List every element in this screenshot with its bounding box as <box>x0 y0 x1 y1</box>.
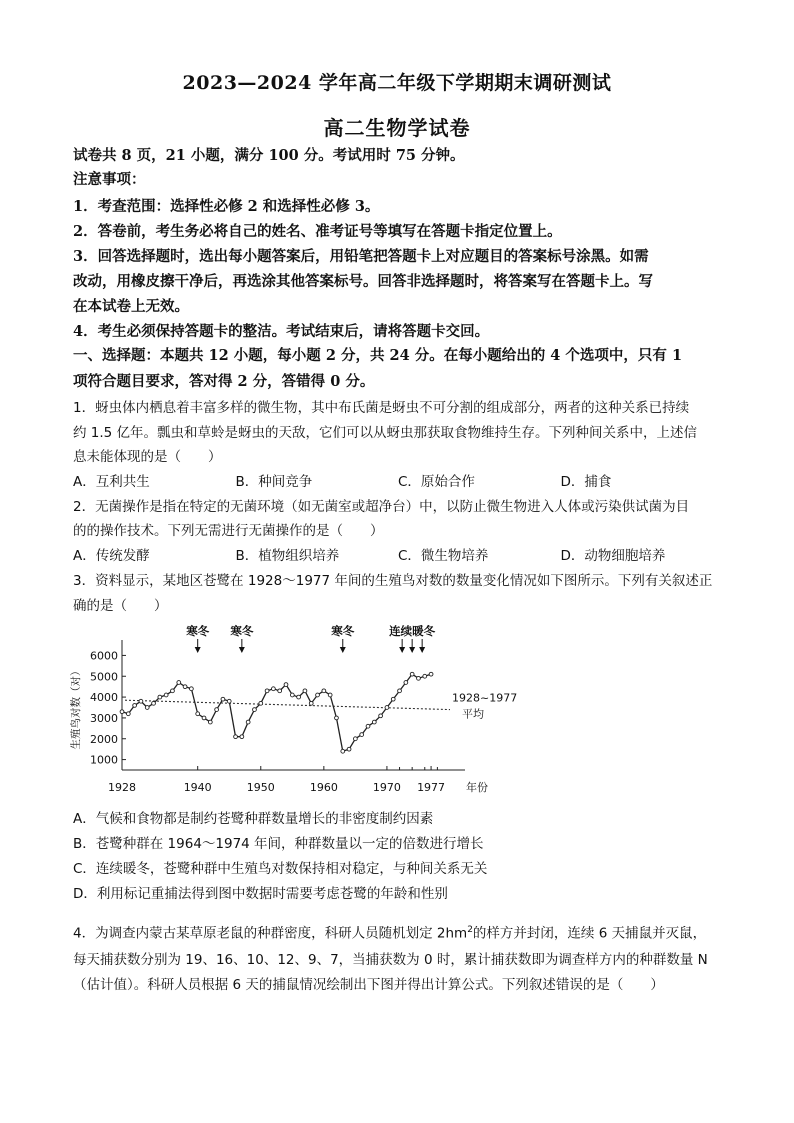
data-point <box>423 674 427 678</box>
y-tick-label: 6000 <box>90 649 118 663</box>
data-point <box>328 693 332 697</box>
data-point <box>133 704 137 708</box>
annotation-arrowhead <box>419 647 425 653</box>
x-tick-label: 1960 <box>309 781 338 794</box>
question-1-text: 1．蚜虫体内栖息着丰富多样的微生物，其中布氏菌是蚜虫不可分割的组成部分，两者的这种关系已持续 <box>73 400 690 416</box>
question-2-options <box>73 546 723 566</box>
annotation-arrowhead <box>409 647 415 653</box>
data-point <box>404 681 408 685</box>
data-point <box>335 716 339 720</box>
data-point <box>316 693 320 697</box>
data-point <box>240 735 244 739</box>
annotation-arrowhead <box>340 647 346 653</box>
x-axis-label: 年份 <box>466 781 488 794</box>
notice-line: 3．回答选择题时，选出每小题答案后，用铅笔把答题卡上对应题目的答案标号涂黑。如需 <box>73 248 649 265</box>
option-d[interactable]: D．捕食 <box>560 474 612 490</box>
question-4-text: 每天捕获数分别为 19、16、10、12、9、7，当捕获数为 0 时，累计捕获数即为调查样方内的种群数量 N <box>73 952 708 968</box>
option-b[interactable]: B．植物组织培养 <box>235 548 340 564</box>
data-point <box>202 716 206 720</box>
superscript: 2 <box>467 925 473 935</box>
annotation-label: 寒冬 <box>331 624 355 638</box>
data-point <box>366 724 370 728</box>
question-1-options <box>73 472 723 492</box>
annotation-arrowhead <box>399 647 405 653</box>
question-1-text: 息未能体现的是（ ） <box>73 449 222 465</box>
exam-title: 2023—2024 学年高二年级下学期期末调研测试 <box>182 72 612 94</box>
y-tick-label: 1000 <box>90 753 118 767</box>
question-2-text: 2．无菌操作是指在特定的无菌环境（如无菌室或超净台）中，以防止微生物进入人体或污染供试菌为目 <box>73 499 690 515</box>
question-1-text: 约 1.5 亿年。瓢虫和草蛉是蚜虫的天敌，它们可以从蚜虫那获取食物维持生存。下列种间关系中，上述信 <box>73 425 698 441</box>
option-d[interactable]: D．动物细胞培养 <box>560 548 666 564</box>
data-point <box>309 701 313 705</box>
annotation-arrowhead <box>239 647 245 653</box>
data-point <box>353 737 357 741</box>
mean-label: 平均 <box>462 707 484 721</box>
x-tick-label: 1940 <box>183 781 212 794</box>
y-axis-label: 生殖鸟对数（对） <box>70 665 82 750</box>
data-point <box>177 681 181 685</box>
section-heading: 一、选择题：本题共 12 小题，每小题 2 分，共 24 分。在每小题给出的 4 个选项中，只有 1 <box>73 347 683 364</box>
option-a[interactable]: A．传统发酵 <box>73 548 150 564</box>
question-3-text: 3．资料显示，某地区苍鹭在 1928～1977 年间的生殖鸟对数的数量变化情况如下图所示。下列有关叙述正 <box>73 573 713 589</box>
option-b[interactable]: B．种间竞争 <box>235 474 313 490</box>
data-point <box>290 693 294 697</box>
data-point <box>221 697 225 701</box>
notice-line: 改动，用橡皮擦干净后，再选涂其他答案标号。回答非选择题时，将答案写在答题卡上。写 <box>73 273 653 290</box>
data-point <box>145 706 149 710</box>
data-point <box>385 706 389 710</box>
option-a[interactable]: A．互利共生 <box>73 474 150 490</box>
question-2-text: 的的操作技术。下列无需进行无菌操作的是（ ） <box>73 523 384 539</box>
question-4-text-part: 的样方并封闭，连续 6 天捕鼠并灭鼠， <box>472 925 707 942</box>
question-4-text: （估计值）。科研人员根据 6 天的捕鼠情况绘制出下图并得出计算公式。下列叙述错误的是（ ） <box>73 977 664 993</box>
data-point <box>126 712 130 716</box>
section-heading: 项符合题目要求，答对得 2 分，答错得 0 分。 <box>73 373 375 390</box>
data-point <box>297 695 301 699</box>
data-point <box>284 683 288 687</box>
question-4-text-part: 4．为调查内蒙古某草原老鼠的种群密度，科研人员随机划定 2hm <box>73 925 468 942</box>
annotation-label: 寒冬 <box>230 624 254 638</box>
x-tick-label: 1950 <box>246 781 275 794</box>
data-point <box>164 693 168 697</box>
data-point <box>246 720 250 724</box>
data-point <box>158 695 162 699</box>
y-tick-label: 3000 <box>90 711 118 725</box>
option-d[interactable]: D．利用标记重捕法得到图中数据时需要考虑苍鹭的年龄和性别 <box>73 886 448 902</box>
data-point <box>360 733 364 737</box>
data-point <box>208 720 212 724</box>
question-3-text: 确的是（ ） <box>73 598 168 614</box>
option-c[interactable]: C．原始合作 <box>398 474 475 490</box>
mean-label: 1928~1977 <box>452 691 518 705</box>
data-point <box>215 708 219 712</box>
series-line <box>122 674 431 751</box>
data-point <box>322 689 326 693</box>
mean-line <box>125 700 450 709</box>
data-point <box>347 747 351 751</box>
data-point <box>139 699 143 703</box>
data-point <box>234 735 238 739</box>
data-point <box>265 689 269 693</box>
data-point <box>398 689 402 693</box>
option-a[interactable]: A．气候和食物都是制约苍鹭种群数量增长的非密度制约因素 <box>73 811 434 827</box>
option-c[interactable]: C．微生物培养 <box>398 548 489 564</box>
x-tick-label: 1970 <box>372 781 401 794</box>
data-point <box>227 699 231 703</box>
data-point <box>429 672 433 676</box>
exam-summary: 试卷共 8 页，21 小题，满分 100 分。考试用时 75 分钟。 <box>73 147 465 164</box>
data-point <box>372 720 376 724</box>
exam-subtitle: 高二生物学试卷 <box>323 116 471 140</box>
y-tick-label: 5000 <box>90 670 118 684</box>
data-point <box>253 708 257 712</box>
x-tick-label: 1977 <box>417 781 446 794</box>
data-point <box>189 687 193 691</box>
data-point <box>379 714 383 718</box>
data-point <box>278 689 282 693</box>
data-point <box>410 672 414 676</box>
annotation-label: 寒冬 <box>186 624 210 638</box>
option-b[interactable]: B．苍鹭种群在 1964～1974 年间，种群数量以一定的倍数进行增长 <box>73 836 484 852</box>
notice-line: 1．考查范围：选择性必修 2 和选择性必修 3。 <box>73 198 380 215</box>
notice-line: 2．答卷前，考生务必将自己的姓名、准考证号等填写在答题卡指定位置上。 <box>73 223 562 240</box>
data-point <box>120 710 124 714</box>
data-point <box>196 712 200 716</box>
data-point <box>152 701 156 705</box>
question-4-text <box>73 920 723 944</box>
y-tick-label: 2000 <box>90 732 118 746</box>
x-tick-label: 1928 <box>108 781 136 794</box>
option-c[interactable]: C．连续暖冬，苍鹭种群中生殖鸟对数保持相对稳定，与种间关系无关 <box>73 861 488 877</box>
heron-population-chart <box>70 624 518 800</box>
annotation-label: 连续暖冬 <box>389 624 436 638</box>
annotation-arrowhead <box>195 647 201 653</box>
data-point <box>171 689 175 693</box>
data-point <box>341 749 345 753</box>
y-tick-label: 4000 <box>90 691 118 705</box>
data-point <box>259 701 263 705</box>
data-point <box>391 697 395 701</box>
notice-line: 4．考生必须保持答题卡的整洁。考试结束后，请将答题卡交回。 <box>73 323 490 340</box>
notice-heading: 注意事项： <box>73 171 146 188</box>
data-point <box>183 685 187 689</box>
data-point <box>271 687 275 691</box>
data-point <box>303 689 307 693</box>
notice-line: 在本试卷上无效。 <box>73 298 189 315</box>
data-point <box>417 676 421 680</box>
